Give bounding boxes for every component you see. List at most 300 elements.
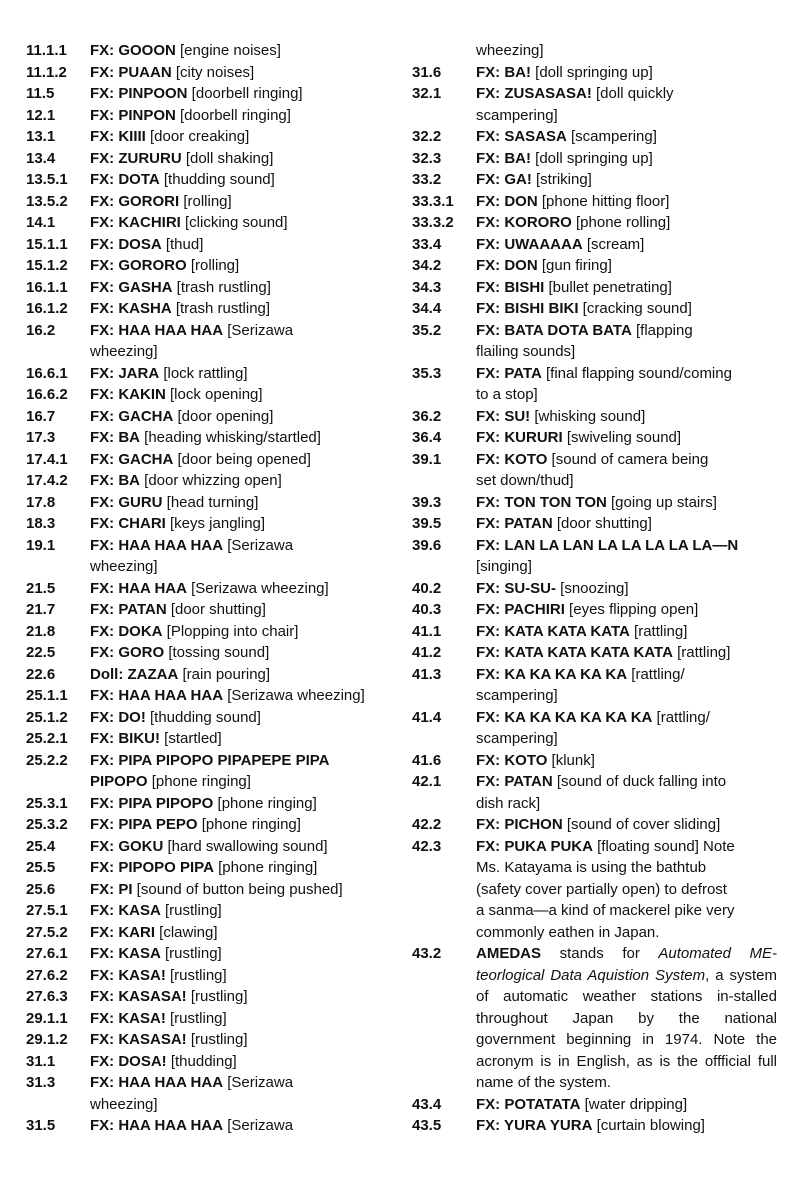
entry-text: [476, 83, 777, 105]
note-entry: [26, 535, 392, 557]
sfx-label: FX: PIPOPO PIPA: [90, 859, 214, 876]
sfx-description: [doorbell ringing]: [187, 85, 303, 102]
sfx-label: FX: PUKA PUKA: [476, 837, 593, 855]
sfx-label: FX: DOTA: [90, 171, 160, 188]
entry-number: 39.3: [412, 493, 442, 511]
sfx-label: FX: DOKA: [90, 622, 163, 640]
sfx-description: [sound of button being pushed]: [132, 880, 343, 898]
sfx-label: FX: KASASA!: [90, 988, 187, 1005]
entry-text: [90, 965, 392, 987]
amedas-description: , a system of automatic weather stations in-stalled throughout Japan by the national government beginning in 1974. Note the acronym is in English, as is the offficial full name of the system.: [476, 966, 777, 1091]
sfx-label: FX: KOTO: [476, 751, 548, 769]
note-entry: [26, 470, 392, 492]
sfx-description: [door being opened]: [173, 450, 311, 468]
entry-number: 33.4: [412, 235, 442, 253]
note-entry: [26, 1029, 392, 1051]
description-continued: wheezing]: [90, 1095, 158, 1113]
entry-text: [90, 707, 392, 729]
note-entry: [412, 578, 777, 600]
entry-text: [476, 363, 777, 385]
note-entry: [26, 83, 392, 105]
entry-text: [476, 1094, 777, 1116]
sfx-label: FX: HAA HAA HAA: [90, 321, 224, 339]
sfx-description: [doorbell ringing]: [175, 106, 291, 124]
note-entry: [26, 449, 392, 471]
entry-number: 35.3: [412, 364, 442, 382]
sfx-description: [trash rustling]: [171, 300, 271, 317]
note-entry: [412, 191, 777, 213]
sfx-description: [rattling]: [629, 622, 688, 640]
entry-text: [90, 922, 392, 944]
sfx-description: [striking]: [531, 171, 592, 188]
sfx-label: FX: KASA!: [90, 966, 166, 984]
sfx-label: FX: KA KA KA KA KA KA: [476, 708, 653, 726]
sfx-label: FX: KASA: [90, 902, 161, 919]
sfx-label: FX: KATA KATA KATA KATA: [476, 644, 673, 661]
description-continued: wheezing]: [90, 558, 158, 575]
sfx-description: [rustling]: [186, 988, 248, 1005]
sfx-description: [final flapping sound/coming: [541, 364, 732, 382]
entry-text: [90, 277, 392, 299]
sfx-description: [rain pouring]: [178, 665, 271, 683]
entry-number: 22.5: [26, 644, 56, 661]
entry-number: 17.8: [26, 493, 56, 511]
sfx-label: FX: BIKU!: [90, 730, 160, 747]
note-entry: [26, 814, 392, 836]
entry-text: [476, 169, 777, 191]
entry-text: [90, 406, 392, 428]
entry-text: [90, 578, 392, 600]
entry-number: 13.1: [26, 128, 56, 145]
sfx-label: FX: YURA YURA: [476, 1117, 593, 1134]
note-entry: [412, 62, 777, 84]
entry-number: 16.6.1: [26, 364, 68, 382]
sfx-description: [Plopping into chair]: [162, 622, 299, 640]
sfx-description: [swiveling sound]: [562, 429, 682, 446]
note-entry: [26, 40, 392, 62]
entry-number: 43.5: [412, 1117, 442, 1134]
sfx-description: [bullet penetrating]: [544, 278, 672, 296]
note-entry: [26, 384, 392, 406]
sfx-label: FX: DOSA: [90, 235, 162, 253]
sfx-label: FX: ZUSASASA!: [476, 85, 592, 102]
entry-number: 15.1.1: [26, 235, 68, 253]
sfx-label: FX: HAA HAA HAA: [90, 687, 224, 704]
note-entry: [412, 492, 777, 514]
entry-text: [476, 126, 777, 148]
entry-text: [90, 234, 392, 256]
note-entry: [26, 836, 392, 858]
description-continued: flailing sounds]: [476, 343, 576, 360]
sfx-label: FX: PATAN: [90, 601, 167, 618]
sfx-description: [doll shaking]: [181, 149, 274, 167]
entry-text: [90, 900, 392, 922]
entry-text: [90, 685, 392, 707]
entry-number: 16.7: [26, 407, 56, 425]
sfx-label: FX: UWAAAAA: [476, 235, 583, 253]
note-entry: [412, 836, 777, 858]
entry-text: [90, 1029, 392, 1051]
entry-text: [476, 62, 777, 84]
entry-number: 15.1.2: [26, 257, 68, 274]
note-entry: [26, 126, 392, 148]
note-entry: [26, 320, 392, 342]
sfx-description: [thud]: [161, 235, 204, 253]
entry-text: [476, 1115, 777, 1137]
sfx-description: [rustling]: [160, 945, 222, 962]
sfx-label: FX: PACHIRI: [476, 601, 565, 618]
sfx-label: FX: KIIII: [90, 128, 146, 145]
entry-number: 34.4: [412, 300, 442, 317]
description-continued: scampering]: [476, 687, 558, 704]
sfx-label: FX: HAA HAA HAA: [90, 1117, 224, 1134]
sfx-label: FX: BA!: [476, 149, 531, 167]
sfx-label: FX: DON: [476, 257, 538, 274]
entry-number: 25.5: [26, 859, 56, 876]
sfx-description: [rustling]: [165, 966, 227, 984]
entry-number: 22.6: [26, 665, 56, 683]
entry-number: 42.2: [412, 816, 442, 833]
entry-number: 25.4: [26, 837, 56, 855]
entry-text: [90, 664, 392, 686]
sfx-description: [thudding sound]: [145, 708, 261, 726]
sfx-label: FX: KAKIN: [90, 386, 166, 403]
entry-number: 25.3.2: [26, 816, 68, 833]
sfx-label: FX: PIPA PIPOPO PIPAPEPE PIPA: [90, 751, 330, 769]
entry-text: [476, 599, 777, 621]
sfx-description: [phone rolling]: [571, 214, 671, 231]
entry-number: 16.1.1: [26, 278, 68, 296]
note-entry: [412, 255, 777, 277]
entry-number: 31.1: [26, 1052, 56, 1070]
note-entry: [26, 707, 392, 729]
note-line: commonly eathen in Japan.: [476, 923, 660, 941]
entry-text: [90, 492, 392, 514]
entry-number: 17.3: [26, 429, 56, 446]
sfx-label: FX: KACHIRI: [90, 214, 181, 231]
sfx-description: [phone hitting floor]: [537, 192, 670, 210]
entry-continuation: [412, 384, 777, 406]
amedas-full-name: Automated ME-teorlogical Data Aquistion System: [476, 945, 777, 984]
entry-number: 29.1.1: [26, 1009, 68, 1027]
description-continued: dish rack]: [476, 794, 541, 812]
entry-continuation: [26, 341, 392, 363]
entry-text: [90, 728, 392, 750]
note-entry: [412, 1115, 777, 1137]
entry-text: [90, 449, 392, 471]
sfx-label: FX: GURU: [90, 493, 163, 511]
sfx-label: FX: PINPOON: [90, 85, 188, 102]
entry-text: [90, 191, 392, 213]
sfx-label: FX: ZURURU: [90, 149, 182, 167]
amedas-note-text: [476, 943, 777, 1094]
note-entry: [26, 685, 392, 707]
entry-number: 17.4.2: [26, 472, 68, 489]
entry-number: 40.3: [412, 601, 442, 618]
entry-number: 16.6.2: [26, 386, 68, 403]
sfx-label: FX: PATA: [476, 364, 542, 382]
sfx-description: [flapping: [631, 321, 693, 339]
note-entry: [26, 664, 392, 686]
entry-number: 12.1: [26, 106, 56, 124]
entry-text: [476, 234, 777, 256]
sfx-description: [sound of camera being: [547, 450, 709, 468]
note-entry: [412, 535, 777, 557]
entry-text: [90, 750, 392, 772]
sfx-label: FX: GA!: [476, 171, 532, 188]
entry-number: 35.2: [412, 321, 442, 339]
entry-text: [476, 836, 777, 858]
sfx-description: [Serizawa: [223, 1074, 294, 1091]
note-entry: [26, 879, 392, 901]
note-entry: [26, 642, 392, 664]
entry-number: 34.3: [412, 278, 442, 296]
entry-text: [476, 621, 777, 643]
note-entry: [26, 965, 392, 987]
entry-number: 27.5.1: [26, 902, 68, 919]
note-entry: [412, 406, 777, 428]
note-entry: [412, 599, 777, 621]
sfx-label: FX: PINPON: [90, 106, 176, 124]
sfx-description: [heading whisking/startled]: [140, 429, 321, 446]
amedas-label: AMEDAS: [476, 945, 542, 962]
sfx-description: [city noises]: [171, 63, 255, 81]
description-continued: scampering]: [476, 106, 558, 124]
sfx-description: [klunk]: [547, 751, 595, 769]
entry-number: 32.3: [412, 149, 442, 167]
entry-number: 27.6.1: [26, 945, 68, 962]
note-entry: [26, 922, 392, 944]
note-entry: [26, 986, 392, 1008]
entry-text: [476, 814, 777, 836]
entry-text: [90, 470, 392, 492]
entry-text: [90, 513, 392, 535]
entry-number: 31.3: [26, 1074, 56, 1091]
entry-text: [90, 298, 392, 320]
note-entry: [26, 148, 392, 170]
entry-number: 32.1: [412, 85, 442, 102]
note-entry: [412, 642, 777, 664]
sfx-label: FX: KATA KATA KATA: [476, 622, 630, 640]
sfx-description: [Serizawa wheezing]: [223, 687, 365, 704]
sfx-description: [lock rattling]: [159, 364, 248, 382]
sfx-label: FX: BATA DOTA BATA: [476, 321, 632, 339]
sfx-description: [rolling]: [179, 192, 232, 210]
entry-continuation: [412, 105, 777, 127]
sfx-description: [lock opening]: [165, 386, 263, 403]
note-entry: [412, 320, 777, 342]
sfx-label: FX: KORORO: [476, 214, 572, 231]
entry-text: [476, 320, 777, 342]
note-entry: [26, 298, 392, 320]
entry-number: 18.3: [26, 515, 56, 532]
sfx-description: [phone ringing]: [213, 794, 317, 812]
entry-text: [90, 621, 392, 643]
entry-text: [90, 836, 392, 858]
sfx-label: FX: PUAAN: [90, 63, 172, 81]
sfx-label: FX: GORORI: [90, 192, 180, 210]
sfx-label: FX: DO!: [90, 708, 146, 726]
entry-number: 27.5.2: [26, 923, 68, 941]
sfx-label: FX: KA KA KA KA KA: [476, 665, 628, 683]
sfx-description: [water dripping]: [580, 1095, 688, 1113]
sfx-label: FX: CHARI: [90, 515, 166, 532]
entry-text: [476, 492, 777, 514]
sfx-label: FX: GORO: [90, 644, 165, 661]
entry-number: 31.6: [412, 63, 442, 81]
entry-number: 42.3: [412, 837, 442, 855]
sfx-label: FX: GORORO: [90, 257, 187, 274]
entry-number: 41.2: [412, 644, 442, 661]
entry-text: [90, 255, 392, 277]
note-entry: [26, 1072, 392, 1094]
note-entry: [412, 1094, 777, 1116]
sfx-description: [doll springing up]: [531, 63, 653, 81]
sfx-label: FX: KASA!: [90, 1009, 166, 1027]
entry-number: 13.4: [26, 149, 56, 167]
entry-text: [476, 148, 777, 170]
entry-number: 39.6: [412, 536, 442, 554]
entry-text: [90, 1008, 392, 1030]
entry-continuation: [412, 341, 777, 363]
entry-number: 32.2: [412, 128, 442, 145]
sfx-label: FX: GOKU: [90, 837, 164, 855]
sfx-description: [trash rustling]: [172, 278, 271, 296]
entry-number: 21.7: [26, 601, 56, 618]
entry-number: 16.1.2: [26, 300, 68, 317]
entry-number: 36.4: [412, 429, 442, 446]
sfx-description: [door whizzing open]: [140, 472, 282, 489]
entry-text: [476, 298, 777, 320]
entry-text: [90, 1051, 392, 1073]
entry-number: 33.2: [412, 171, 442, 188]
entry-continuation: [412, 556, 777, 578]
sfx-description: [snoozing]: [556, 579, 629, 597]
entry-text: [90, 62, 392, 84]
description-continued: [phone ringing]: [147, 773, 251, 790]
entry-number: 39.5: [412, 515, 442, 532]
sfx-description: [rolling]: [186, 257, 240, 274]
sfx-description: wheezing]: [476, 42, 544, 59]
sfx-description: [thudding]: [166, 1052, 237, 1070]
sfx-label: FX: PATAN: [476, 515, 553, 532]
entry-text: [476, 427, 777, 449]
entry-text: [476, 40, 777, 62]
sfx-description: [Serizawa: [223, 1117, 294, 1134]
sfx-description: [Serizawa wheezing]: [186, 579, 329, 597]
note-entry: [412, 234, 777, 256]
sfx-description: [tossing sound]: [164, 644, 270, 661]
sfx-description: [scampering]: [566, 128, 657, 145]
entry-number: 27.6.3: [26, 988, 68, 1005]
sfx-description: [scream]: [582, 235, 645, 253]
note-entry: [26, 1051, 392, 1073]
note-entry: [412, 126, 777, 148]
note-entry: [412, 83, 777, 105]
entry-number: 25.6: [26, 880, 56, 898]
note-entry: [412, 664, 777, 686]
entry-text: [476, 212, 777, 234]
sfx-label: FX: KASA: [90, 945, 161, 962]
amedas-pre: stands for: [541, 945, 659, 962]
entry-text: [476, 707, 777, 729]
note-entry: [26, 1008, 392, 1030]
sfx-description: [gun firing]: [537, 257, 612, 274]
note-entry: [26, 277, 392, 299]
entry-text: [90, 320, 392, 342]
entry-text: [90, 105, 392, 127]
note-entry: [26, 105, 392, 127]
sfx-description: [going up stairs]: [606, 493, 717, 511]
sfx-label: FX: KURURI: [476, 429, 563, 446]
sfx-description: [head turning]: [162, 493, 259, 511]
note-entry: [26, 212, 392, 234]
sfx-description: [Serizawa: [223, 321, 294, 339]
entry-number: 25.2.1: [26, 730, 68, 747]
sfx-label-continued: PIPOPO: [90, 773, 148, 790]
entry-number: 33.3.2: [412, 214, 454, 231]
sfx-label: FX: LAN LA LAN LA LA LA LA LA—N: [476, 536, 739, 554]
entry-number: 11.1.2: [26, 63, 67, 81]
sfx-description: [floating sound] Note: [592, 837, 735, 855]
entry-text: [476, 277, 777, 299]
sfx-label: FX: HAA HAA HAA: [90, 1074, 224, 1091]
entry-number: 25.3.1: [26, 794, 68, 812]
sfx-label: FX: GACHA: [90, 407, 174, 425]
entry-text: [90, 83, 392, 105]
sfx-description: [whisking sound]: [530, 407, 646, 425]
note-entry: [26, 234, 392, 256]
entry-number: 31.5: [26, 1117, 56, 1134]
note-entry: [412, 750, 777, 772]
entry-continuation: [412, 470, 777, 492]
sfx-description: [rattling/: [627, 665, 685, 683]
sfx-label: Doll: ZAZAA: [90, 665, 179, 683]
sfx-description: [thudding sound]: [159, 171, 275, 188]
note-entry: [26, 427, 392, 449]
note-entry: [26, 363, 392, 385]
sfx-description: [hard swallowing sound]: [163, 837, 328, 855]
note-entry: [26, 255, 392, 277]
sfx-label: FX: DON: [476, 192, 538, 210]
entry-text: [476, 771, 777, 793]
sfx-label: FX: GASHA: [90, 278, 173, 296]
sfx-description: [rattling/: [652, 708, 710, 726]
note-entry: [26, 513, 392, 535]
note-entry: [412, 40, 777, 62]
sfx-description: [keys jangling]: [165, 515, 266, 532]
note-entry: [26, 191, 392, 213]
entry-text: [476, 449, 777, 471]
note-entry: [26, 62, 392, 84]
sfx-label: FX: KASHA: [90, 300, 172, 317]
note-entry: [26, 857, 392, 879]
entry-text: [476, 642, 777, 664]
description-continued: [singing]: [476, 558, 532, 575]
sfx-description: [sound of duck falling into: [552, 773, 727, 790]
entry-text: [90, 126, 392, 148]
entry-text: [90, 169, 392, 191]
entry-continuation: [26, 771, 392, 793]
sfx-label: FX: PIPA PEPO: [90, 816, 198, 833]
sfx-description: [phone ringing]: [213, 859, 318, 876]
sfx-description: [startled]: [160, 730, 222, 747]
entry-number: 13.5.2: [26, 192, 68, 210]
entry-number: 33.3.1: [412, 192, 454, 210]
entry-text: [476, 664, 777, 686]
note-entry: [26, 1115, 392, 1137]
entry-text: [476, 406, 777, 428]
